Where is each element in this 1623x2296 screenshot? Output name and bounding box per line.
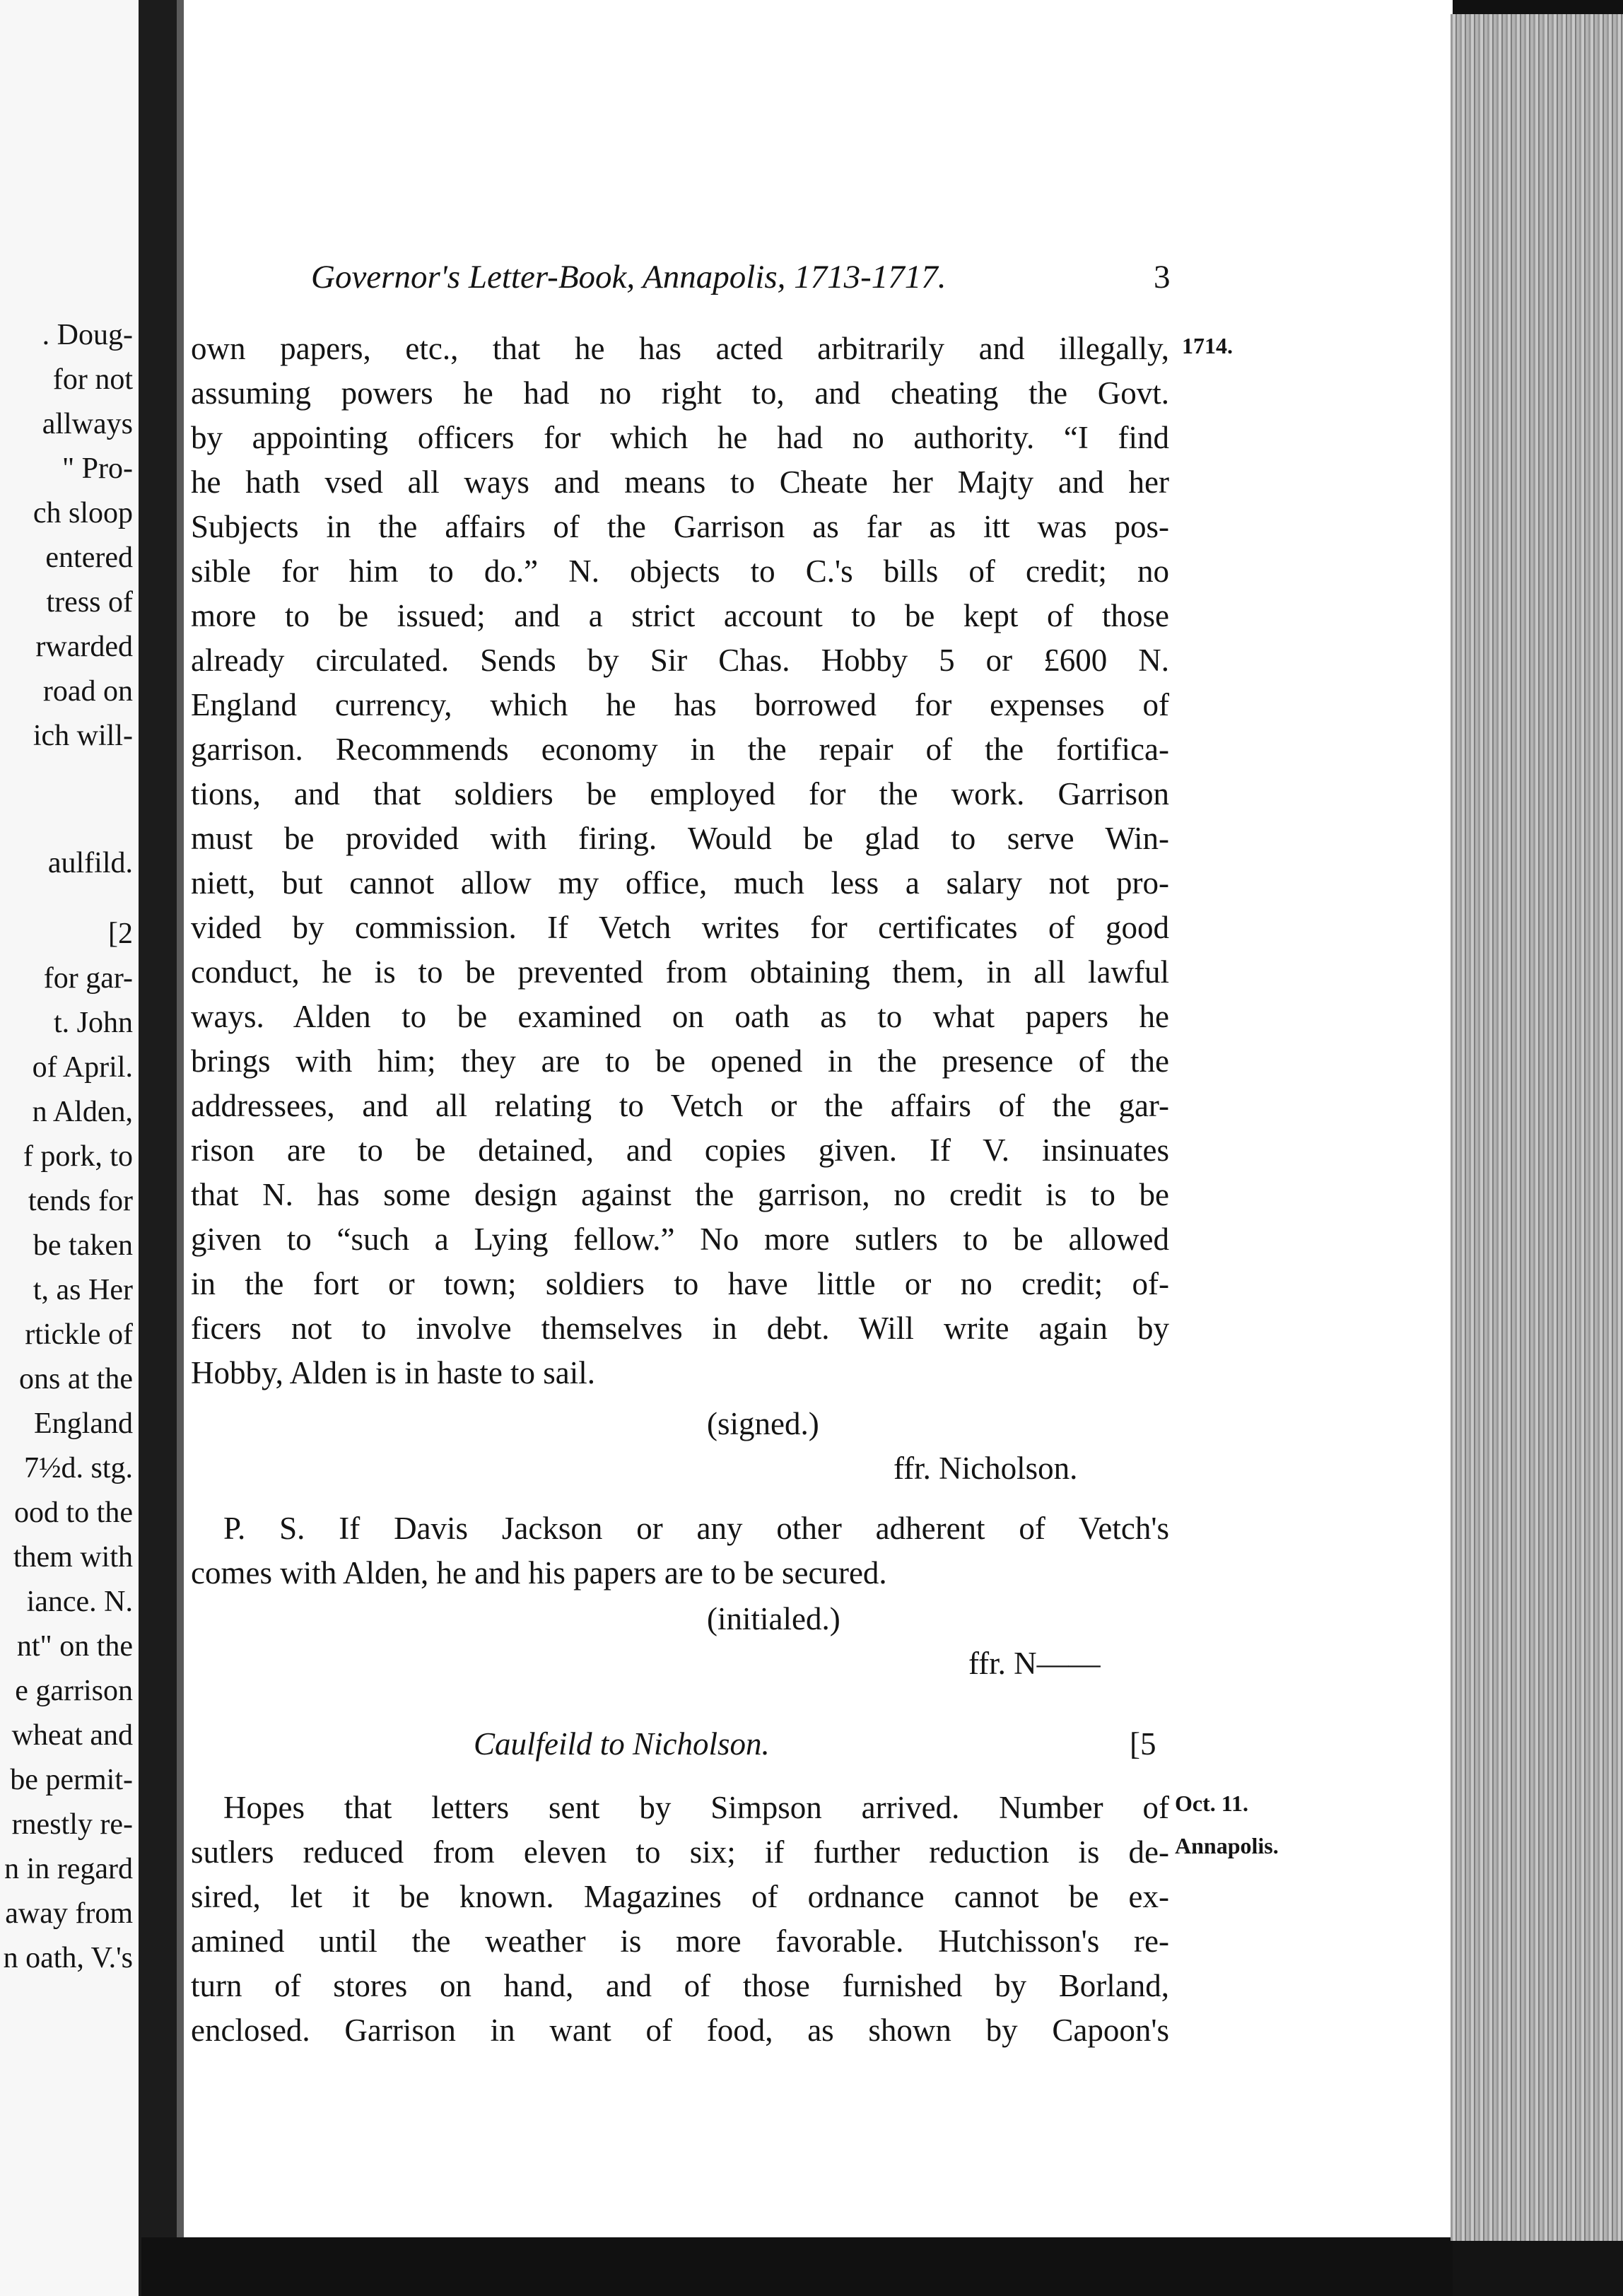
text-line: Hopes that letters sent by Simpson arrived. Number of — [223, 1790, 1169, 1825]
text-line: more to be issued; and a strict account to be kept of those — [191, 598, 1169, 633]
facing-page-line: n oath, V.'s — [3, 1942, 133, 1974]
top-right-shadow — [1453, 0, 1623, 16]
text-line: he hath vsed all ways and means to Cheate her Majty and her — [191, 464, 1169, 500]
facing-page-line: t. John — [53, 1007, 133, 1039]
signed-note: (signed.) — [707, 1406, 819, 1441]
facing-page-line: ich will- — [33, 720, 133, 752]
initialed-note: (initialed.) — [707, 1601, 840, 1636]
facing-page-line: t, as Her — [33, 1274, 133, 1306]
facing-page-line: for not — [52, 363, 133, 396]
text-line: assuming powers he had no right to, and cheating the Govt. — [191, 375, 1169, 411]
facing-page-line: be taken — [33, 1229, 133, 1262]
text-line: brings with him; they are to be opened in the presence of the — [191, 1043, 1169, 1079]
postscript-signature: ffr. N—— — [968, 1646, 1101, 1681]
book-page-edges — [1451, 14, 1623, 2241]
letter-heading: Caulfeild to Nicholson. — [474, 1726, 770, 1762]
facing-page-line: for gar- — [43, 962, 133, 995]
text-line: amined until the weather is more favorable. Hutchisson's re- — [191, 1923, 1169, 1959]
gutter-edge — [177, 0, 184, 2296]
facing-page-line: wheat and — [11, 1719, 133, 1752]
text-line: garrison. Recommends economy in the repair of the fortifica- — [191, 732, 1169, 767]
text-line: that N. has some design against the garrison, no credit is to be — [191, 1177, 1169, 1212]
facing-page-fragment — [0, 0, 139, 2296]
facing-page-line: . Doug- — [42, 319, 133, 351]
text-line: in the fort or town; soldiers to have little or no credit; of- — [191, 1266, 1169, 1301]
facing-page-line: 7½d. stg. — [23, 1452, 133, 1484]
text-line: by appointing officers for which he had no authority. “I find — [191, 420, 1169, 455]
text-line: Subjects in the affairs of the Garrison as far as itt was pos- — [191, 509, 1169, 544]
facing-page-line: tress of — [46, 586, 133, 619]
facing-page-line: allways — [42, 408, 133, 440]
facing-page-line: rtickle of — [25, 1318, 133, 1351]
text-line: own papers, etc., that he has acted arbitrarily and illegally, — [191, 331, 1169, 366]
margin-place: Annapolis. — [1175, 1833, 1279, 1858]
text-line: addressees, and all relating to Vetch or the affairs of the gar- — [191, 1088, 1169, 1123]
facing-page-line: of April. — [32, 1051, 133, 1084]
facing-page-line: n in regard — [4, 1853, 133, 1885]
facing-page-line: n Alden, — [32, 1096, 133, 1128]
text-line: sired, let it be known. Magazines of ordnance cannot be ex- — [191, 1879, 1169, 1914]
margin-date: Oct. 11. — [1175, 1791, 1248, 1816]
text-line: vided by commission. If Vetch writes for certificates of good — [191, 910, 1169, 945]
running-head: Governor's Letter-Book, Annapolis, 1713-1717. — [311, 259, 947, 295]
text-line: given to “such a Lying fellow.” No more sutlers to be allowed — [191, 1222, 1169, 1257]
facing-page-line: road on — [42, 675, 133, 708]
facing-page-line: ood to the — [14, 1496, 133, 1529]
page-number: 3 — [1154, 259, 1171, 295]
text-line: tions, and that soldiers be employed for the work. Garrison — [191, 776, 1169, 812]
text-line: comes with Alden, he and his papers are to be secured. — [191, 1555, 887, 1591]
facing-page-line: f pork, to — [23, 1140, 133, 1173]
facing-page-line: England — [34, 1407, 133, 1440]
text-line: rison are to be detained, and copies given. If V. insinuates — [191, 1132, 1169, 1168]
facing-page-line: them with — [13, 1541, 133, 1574]
page-bottom-shadow — [141, 2237, 1456, 2296]
text-line: niett, but cannot allow my office, much less a salary not pro- — [191, 865, 1169, 901]
text-line: conduct, he is to be prevented from obtaining them, in all lawful — [191, 954, 1169, 990]
text-line: sutlers reduced from eleven to six; if further reduction is de- — [191, 1834, 1169, 1870]
text-line: England currency, which he has borrowed for expenses of — [191, 687, 1169, 722]
facing-page-line: [2 — [108, 918, 133, 950]
text-line: Hobby, Alden is in haste to sail. — [191, 1355, 596, 1390]
text-line: sible for him to do.” N. objects to C.'s bills of credit; no — [191, 554, 1169, 589]
text-line: turn of stores on hand, and of those furnished by Borland, — [191, 1968, 1169, 2003]
facing-page-line: rnestly re- — [11, 1808, 133, 1841]
facing-page-line: rwarded — [35, 631, 133, 663]
facing-page-line: e garrison — [15, 1675, 133, 1707]
text-line: ways. Alden to be examined on oath as to what papers he — [191, 999, 1169, 1034]
book-edge-bottom-shadow — [1453, 2241, 1623, 2296]
facing-page-line: be permit- — [10, 1764, 133, 1796]
text-line: ficers not to involve themselves in debt. Will write again by — [191, 1311, 1169, 1346]
book-gutter — [139, 0, 177, 2296]
signature: ffr. Nicholson. — [893, 1451, 1078, 1486]
text-line: enclosed. Garrison in want of food, as shown by Capoon's — [191, 2013, 1169, 2048]
facing-page-line: nt" on the — [16, 1630, 133, 1663]
margin-year: 1714. — [1182, 333, 1233, 358]
facing-page-line: entered — [45, 541, 133, 574]
facing-page-line: aulfild. — [47, 847, 133, 879]
text-line: P. S. If Davis Jackson or any other adherent of Vetch's — [223, 1511, 1169, 1546]
facing-page-line: ch sloop — [33, 497, 133, 529]
text-line: already circulated. Sends by Sir Chas. Hobby 5 or £600 N. — [191, 643, 1169, 678]
text-line: must be provided with firing. Would be glad to serve Win- — [191, 821, 1169, 856]
letter-number: [5 — [1130, 1726, 1156, 1762]
facing-page-line: " Pro- — [62, 452, 133, 485]
facing-page-line: tends for — [28, 1185, 133, 1217]
facing-page-line: iance. N. — [26, 1586, 133, 1618]
facing-page-line: away from — [5, 1897, 133, 1930]
facing-page-line: ons at the — [19, 1363, 133, 1395]
